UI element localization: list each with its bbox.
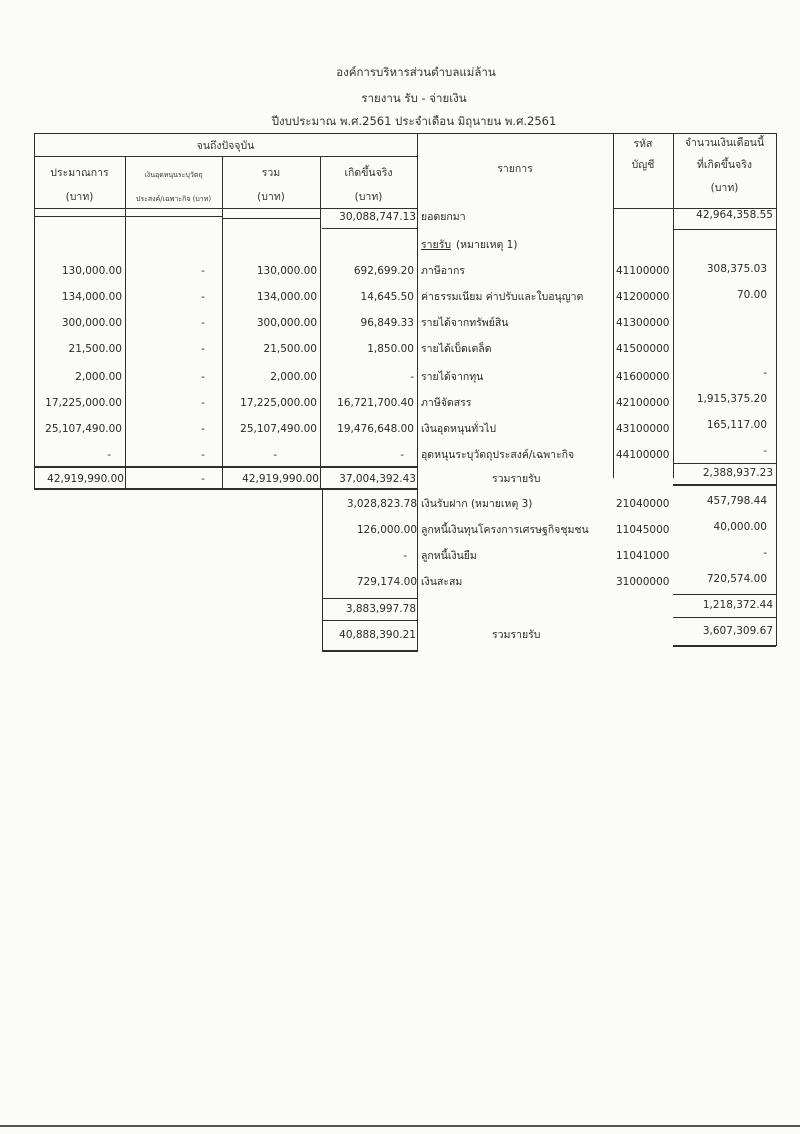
header-month-unit: (บาท) xyxy=(710,182,739,194)
cell-actual: 126,000.00 xyxy=(356,524,417,536)
cell-code: 41300000 xyxy=(616,317,670,329)
cell-total: 134,000.00 xyxy=(256,291,317,303)
cell-month: 720,574.00 xyxy=(706,573,767,585)
cell-month: 1,915,375.20 xyxy=(696,393,767,405)
cell-subsidy: - xyxy=(201,371,205,383)
cell-code: 41600000 xyxy=(616,371,670,383)
cell-actual: 692,699.20 xyxy=(353,265,414,277)
carried-label: ยอดยกมา xyxy=(421,211,466,223)
cell-code: 41500000 xyxy=(616,343,670,355)
cell-actual: 19,476,648.00 xyxy=(337,423,414,435)
report-title: รายงาน รับ - จ่ายเงิน xyxy=(361,91,467,105)
cell-code: 42100000 xyxy=(616,397,670,409)
grand-total-actual: 40,888,390.21 xyxy=(339,629,416,641)
cell-code: 11041000 xyxy=(616,550,670,562)
cell-item: เงินรับฝาก (หมายเหตุ 3) xyxy=(421,498,533,510)
cell-code: 41100000 xyxy=(616,265,670,277)
cell-actual: - xyxy=(403,550,407,562)
cell-total: 21,500.00 xyxy=(263,343,317,355)
subtotal-month: 1,218,372.44 xyxy=(702,599,773,611)
cell-actual: 16,721,700.40 xyxy=(337,397,414,409)
report-period: ปีงบประมาณ พ.ศ.2561 ประจำเดือน มิถุนายน พ.ศ.2561 xyxy=(271,114,557,128)
cell-item: ลูกหนี้เงินยืม xyxy=(421,550,477,562)
header-item: รายการ xyxy=(497,163,533,175)
cell-code: 43100000 xyxy=(616,423,670,435)
carried-actual: 30,088,747.13 xyxy=(339,211,416,223)
header-to-date: จนถึงปัจจุบัน xyxy=(196,140,255,152)
cell-item: ลูกหนี้เงินทุนโครงการเศรษฐกิจชุมชน xyxy=(421,524,589,536)
cell-item: ภาษีจัดสรร xyxy=(421,397,472,409)
header-month-2: ที่เกิดขึ้นจริง xyxy=(697,159,752,171)
cell-total: 130,000.00 xyxy=(256,265,317,277)
cell-estimate: 2,000.00 xyxy=(75,371,122,383)
cell-code: 31000000 xyxy=(616,576,670,588)
cell-month: 70.00 xyxy=(736,289,767,301)
cell-month: 40,000.00 xyxy=(713,521,767,533)
cell-total: 17,225,000.00 xyxy=(240,397,317,409)
cell-code: 44100000 xyxy=(616,449,670,461)
cell-actual: 96,849.33 xyxy=(360,317,414,329)
cell-estimate: 300,000.00 xyxy=(61,317,122,329)
header-subsidy-unit: ประสงค์/เฉพาะกิจ (บาท) xyxy=(135,195,212,203)
cell-month: - xyxy=(763,367,767,379)
page-bottom-edge xyxy=(0,1125,800,1127)
cell-item: รายได้จากทรัพย์สิน xyxy=(421,317,509,329)
subtotal-actual: 3,883,997.78 xyxy=(345,603,416,615)
header-estimate: ประมาณการ xyxy=(50,167,109,179)
organization-title: องค์การบริหารส่วนตำบลแม่ล้าน xyxy=(336,65,496,79)
cell-subsidy: - xyxy=(201,343,205,355)
header-code: รหัส xyxy=(633,138,653,150)
cell-estimate: 17,225,000.00 xyxy=(45,397,122,409)
cell-actual: - xyxy=(410,371,414,383)
cell-actual: 729,174.00 xyxy=(356,576,417,588)
total-subsidy: - xyxy=(201,473,205,485)
cell-total: 25,107,490.00 xyxy=(240,423,317,435)
cell-code: 41200000 xyxy=(616,291,670,303)
cell-month: 457,798.44 xyxy=(706,495,767,507)
cell-item: ภาษีอากร xyxy=(421,265,465,277)
header-estimate-unit: (บาท) xyxy=(65,191,94,203)
total-total: 42,919,990.00 xyxy=(242,473,319,485)
grand-total-label: รวมรายรับ xyxy=(492,629,541,641)
header-total-unit: (บาท) xyxy=(257,191,285,203)
income-header-label: รายรับ xyxy=(421,239,451,251)
cell-item: อุดหนุนระบุวัตถุประสงค์/เฉพาะกิจ xyxy=(421,449,575,461)
cell-item: เงินอุดหนุนทั่วไป xyxy=(421,423,497,435)
header-code-2: บัญชี xyxy=(631,159,655,171)
total-label: รวมรายรับ xyxy=(492,473,541,485)
cell-subsidy: - xyxy=(201,265,205,277)
total-month: 2,388,937.23 xyxy=(702,467,773,479)
cell-subsidy: - xyxy=(201,291,205,303)
header-month: จำนวนเงินเดือนนี้ xyxy=(684,137,765,149)
cell-estimate: 130,000.00 xyxy=(61,265,122,277)
total-actual: 37,004,392.43 xyxy=(339,473,416,485)
cell-month: - xyxy=(763,547,767,559)
cell-total: - xyxy=(273,449,277,461)
cell-estimate: 25,107,490.00 xyxy=(45,423,122,435)
header-total: รวม xyxy=(261,167,281,179)
cell-subsidy: - xyxy=(201,317,205,329)
cell-total: 2,000.00 xyxy=(270,371,317,383)
header-subsidy: เงินอุดหนุนระบุวัตถุ xyxy=(144,171,203,179)
cell-estimate: 134,000.00 xyxy=(61,291,122,303)
cell-item: ค่าธรรมเนียม ค่าปรับและใบอนุญาต xyxy=(421,291,584,303)
cell-code: 11045000 xyxy=(616,524,670,536)
total-estimate: 42,919,990.00 xyxy=(47,473,124,485)
cell-subsidy: - xyxy=(201,449,205,461)
cell-code: 21040000 xyxy=(616,498,670,510)
cell-subsidy: - xyxy=(201,397,205,409)
cell-month: 165,117.00 xyxy=(706,419,767,431)
cell-actual: 1,850.00 xyxy=(367,343,414,355)
cell-actual: 14,645.50 xyxy=(360,291,414,303)
header-actual-unit: (บาท) xyxy=(354,191,383,203)
header-actual: เกิดขึ้นจริง xyxy=(344,167,393,179)
cell-month: - xyxy=(763,445,767,457)
cell-total: 300,000.00 xyxy=(256,317,317,329)
cell-month: 308,375.03 xyxy=(706,263,767,275)
cell-subsidy: - xyxy=(201,423,205,435)
cell-estimate: - xyxy=(107,449,111,461)
income-header-note: (หมายเหตุ 1) xyxy=(456,239,518,251)
cell-item: รายได้เบ็ดเตล็ด xyxy=(421,343,492,355)
cell-item: เงินสะสม xyxy=(421,576,463,588)
cell-actual: 3,028,823.78 xyxy=(346,498,417,510)
cell-actual: - xyxy=(400,449,404,461)
cell-estimate: 21,500.00 xyxy=(68,343,122,355)
cell-item: รายได้จากทุน xyxy=(421,371,484,383)
carried-month: 42,964,358.55 xyxy=(696,209,773,221)
grand-total-month: 3,607,309.67 xyxy=(702,625,773,637)
